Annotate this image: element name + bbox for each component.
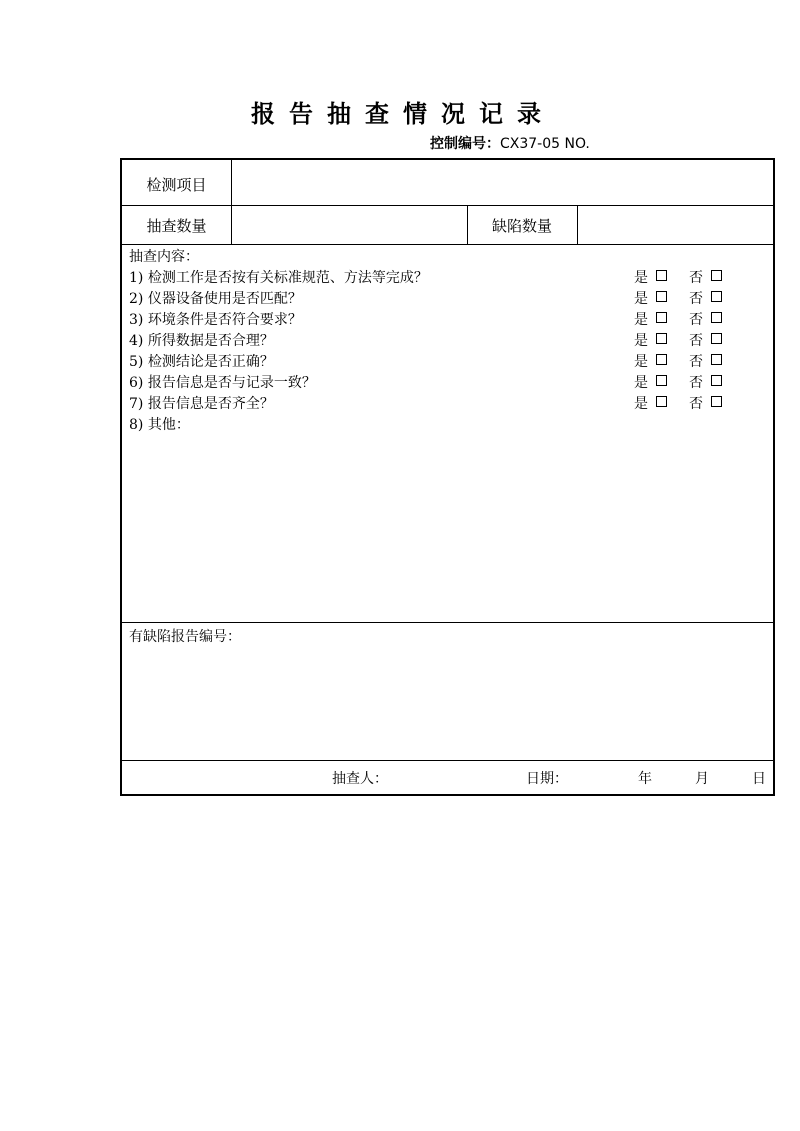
row-divider	[122, 244, 773, 245]
sample-quantity-label: 抽查数量	[146, 217, 207, 235]
yes-checkbox[interactable]	[656, 375, 667, 386]
yes-checkbox[interactable]	[656, 333, 667, 344]
yes-label: 是	[634, 291, 648, 307]
no-checkbox[interactable]	[711, 270, 722, 281]
no-label: 否	[689, 354, 703, 370]
checklist-item	[129, 309, 754, 330]
no-checkbox[interactable]	[711, 291, 722, 302]
no-option	[689, 288, 722, 308]
month-label: 月	[695, 771, 709, 787]
no-checkbox[interactable]	[711, 312, 722, 323]
checklist-item-text: 6) 报告信息是否与记录一致？	[129, 375, 316, 391]
no-label: 否	[689, 333, 703, 349]
no-option	[689, 372, 722, 392]
checklist-item-text: 1) 检测工作是否按有关标准规范、方法等完成？	[129, 270, 428, 286]
checklist-item	[129, 351, 754, 372]
checklist-item	[129, 393, 754, 414]
checklist-item-text: 2) 仪器设备使用是否匹配？	[129, 291, 302, 307]
no-checkbox[interactable]	[711, 354, 722, 365]
content-heading: 抽查内容：	[129, 249, 199, 265]
yes-option	[634, 351, 667, 371]
checklist-item-text: 7) 报告信息是否齐全？	[129, 396, 274, 412]
yes-label: 是	[634, 270, 648, 286]
yes-checkbox[interactable]	[656, 396, 667, 407]
checklist-item-text: 4) 所得数据是否合理？	[129, 333, 274, 349]
yes-label: 是	[634, 333, 648, 349]
no-checkbox[interactable]	[711, 396, 722, 407]
day-label: 日	[752, 771, 766, 787]
checklist-item	[129, 330, 754, 351]
no-label: 否	[689, 375, 703, 391]
row-divider	[122, 205, 773, 206]
no-option	[689, 309, 722, 329]
checklist-item	[129, 267, 754, 288]
no-label: 否	[689, 312, 703, 328]
yes-label: 是	[634, 312, 648, 328]
no-label: 否	[689, 291, 703, 307]
no-label: 否	[689, 270, 703, 286]
control-number-label: 控制编号：	[430, 136, 500, 152]
inspection-record-form	[120, 158, 775, 796]
column-divider	[231, 160, 232, 244]
yes-option	[634, 330, 667, 350]
control-number	[430, 133, 590, 153]
yes-option	[634, 372, 667, 392]
checklist-item	[129, 414, 754, 435]
checklist-item	[129, 288, 754, 309]
no-checkbox[interactable]	[711, 375, 722, 386]
defect-report-label: 有缺陷报告编号：	[129, 629, 241, 645]
column-divider	[577, 205, 578, 244]
checklist-item	[129, 372, 754, 393]
date-label: 日期：	[526, 771, 568, 787]
yes-option	[634, 309, 667, 329]
no-option	[689, 393, 722, 413]
yes-option	[634, 393, 667, 413]
inspection-item-label: 检测项目	[146, 176, 207, 194]
row-divider	[122, 760, 773, 761]
yes-checkbox[interactable]	[656, 312, 667, 323]
yes-checkbox[interactable]	[656, 354, 667, 365]
no-option	[689, 330, 722, 350]
no-label: 否	[689, 396, 703, 412]
defect-quantity-field[interactable]	[585, 215, 765, 235]
defect-quantity-label: 缺陷数量	[491, 217, 552, 235]
year-label: 年	[638, 771, 652, 787]
page-title: 报告抽查情况记录	[251, 100, 555, 128]
no-option	[689, 351, 722, 371]
yes-checkbox[interactable]	[656, 270, 667, 281]
yes-label: 是	[634, 375, 648, 391]
inspection-item-field[interactable]	[240, 174, 765, 194]
control-number-value: CX37-05 NO.	[500, 136, 590, 152]
checklist-item-text: 8) 其他：	[129, 417, 190, 433]
row-divider	[122, 622, 773, 623]
inspector-label: 抽查人：	[332, 771, 388, 787]
sample-quantity-field[interactable]	[240, 215, 460, 235]
yes-label: 是	[634, 354, 648, 370]
checklist-item-text: 3) 环境条件是否符合要求？	[129, 312, 302, 328]
yes-option	[634, 267, 667, 287]
no-checkbox[interactable]	[711, 333, 722, 344]
checklist-item-text: 5) 检测结论是否正确？	[129, 354, 274, 370]
yes-option	[634, 288, 667, 308]
yes-checkbox[interactable]	[656, 291, 667, 302]
yes-label: 是	[634, 396, 648, 412]
no-option	[689, 267, 722, 287]
